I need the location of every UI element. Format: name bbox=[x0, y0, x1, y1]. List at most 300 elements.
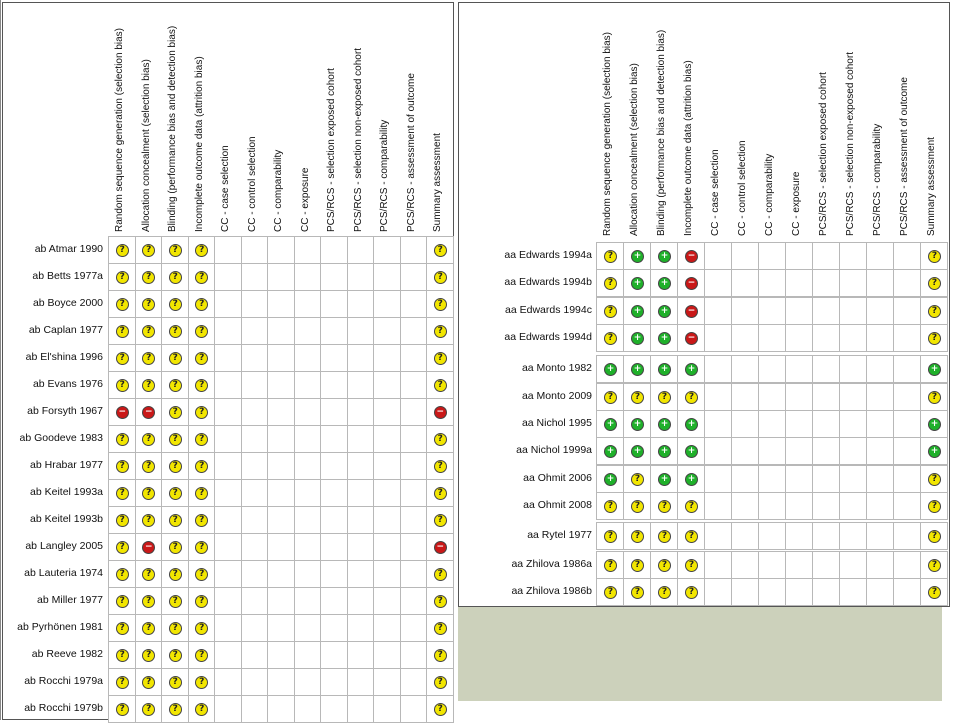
unclear-risk-icon: ? bbox=[434, 298, 447, 311]
table-cell bbox=[785, 578, 813, 606]
unclear-risk-icon: ? bbox=[434, 244, 447, 257]
study-label: aa Zhilova 1986b bbox=[511, 585, 592, 597]
column-header: PCS/RCS - selection exposed cohort bbox=[326, 68, 337, 232]
column-header: Blinding (performance bias and detection bias) bbox=[167, 25, 178, 232]
unclear-risk-icon: ? bbox=[116, 622, 129, 635]
table-cell bbox=[400, 479, 428, 507]
table-cell bbox=[294, 452, 322, 480]
study-label: ab Hrabar 1977 bbox=[30, 459, 103, 471]
unclear-risk-icon: ? bbox=[142, 514, 155, 527]
table-cell bbox=[294, 614, 322, 642]
unclear-risk-icon: ? bbox=[142, 487, 155, 500]
table-cell bbox=[373, 344, 401, 372]
table-cell bbox=[267, 506, 295, 534]
unclear-risk-icon: ? bbox=[169, 460, 182, 473]
low-risk-icon: + bbox=[631, 305, 644, 318]
unclear-risk-icon: ? bbox=[604, 277, 617, 290]
unclear-risk-icon: ? bbox=[195, 703, 208, 716]
table-cell bbox=[731, 551, 759, 579]
table-cell bbox=[893, 465, 921, 493]
high-risk-icon: − bbox=[685, 277, 698, 290]
table-cell bbox=[294, 371, 322, 399]
table-cell bbox=[758, 578, 786, 606]
table-cell bbox=[758, 269, 786, 297]
unclear-risk-icon: ? bbox=[142, 325, 155, 338]
study-label: aa Monto 2009 bbox=[521, 390, 592, 402]
unclear-risk-icon: ? bbox=[195, 379, 208, 392]
unclear-risk-icon: ? bbox=[116, 514, 129, 527]
unclear-risk-icon: ? bbox=[434, 271, 447, 284]
unclear-risk-icon: ? bbox=[116, 298, 129, 311]
unclear-risk-icon: ? bbox=[685, 500, 698, 513]
table-cell bbox=[320, 236, 348, 264]
study-label: ab Reeve 1982 bbox=[31, 648, 103, 660]
unclear-risk-icon: ? bbox=[116, 379, 129, 392]
table-cell bbox=[241, 560, 269, 588]
unclear-risk-icon: ? bbox=[434, 595, 447, 608]
unclear-risk-icon: ? bbox=[116, 703, 129, 716]
table-cell bbox=[320, 425, 348, 453]
table-cell bbox=[294, 398, 322, 426]
low-risk-icon: + bbox=[604, 363, 617, 376]
study-label: ab Atmar 1990 bbox=[34, 243, 103, 255]
table-cell bbox=[214, 452, 242, 480]
table-cell bbox=[704, 355, 732, 383]
unclear-risk-icon: ? bbox=[169, 379, 182, 392]
study-label: aa Ohmit 2006 bbox=[523, 472, 592, 484]
table-cell bbox=[758, 465, 786, 493]
table-cell bbox=[731, 522, 759, 550]
unclear-risk-icon: ? bbox=[604, 332, 617, 345]
low-risk-icon: + bbox=[604, 418, 617, 431]
table-cell bbox=[373, 263, 401, 291]
unclear-risk-icon: ? bbox=[631, 473, 644, 486]
table-cell bbox=[812, 522, 840, 550]
study-label: aa Edwards 1994a bbox=[504, 249, 592, 261]
table-cell bbox=[294, 695, 322, 723]
table-cell bbox=[400, 614, 428, 642]
table-cell bbox=[785, 551, 813, 579]
table-cell bbox=[373, 506, 401, 534]
table-cell bbox=[400, 560, 428, 588]
table-cell bbox=[400, 398, 428, 426]
table-cell bbox=[893, 269, 921, 297]
table-cell bbox=[785, 522, 813, 550]
unclear-risk-icon: ? bbox=[685, 530, 698, 543]
table-cell bbox=[320, 479, 348, 507]
unclear-risk-icon: ? bbox=[195, 433, 208, 446]
unclear-risk-icon: ? bbox=[195, 622, 208, 635]
table-cell bbox=[812, 297, 840, 325]
table-cell bbox=[241, 317, 269, 345]
unclear-risk-icon: ? bbox=[434, 433, 447, 446]
table-cell bbox=[400, 695, 428, 723]
unclear-risk-icon: ? bbox=[116, 271, 129, 284]
table-cell bbox=[320, 668, 348, 696]
table-cell bbox=[893, 297, 921, 325]
unclear-risk-icon: ? bbox=[142, 703, 155, 716]
low-risk-icon: + bbox=[658, 445, 671, 458]
table-cell bbox=[214, 290, 242, 318]
unclear-risk-icon: ? bbox=[142, 379, 155, 392]
table-cell bbox=[294, 317, 322, 345]
unclear-risk-icon: ? bbox=[142, 622, 155, 635]
table-cell bbox=[893, 242, 921, 270]
unclear-risk-icon: ? bbox=[604, 305, 617, 318]
table-cell bbox=[214, 371, 242, 399]
unclear-risk-icon: ? bbox=[142, 568, 155, 581]
table-cell bbox=[400, 371, 428, 399]
table-cell bbox=[893, 437, 921, 465]
table-cell bbox=[214, 479, 242, 507]
table-cell bbox=[704, 551, 732, 579]
table-cell bbox=[812, 492, 840, 520]
table-cell bbox=[294, 263, 322, 291]
unclear-risk-icon: ? bbox=[169, 325, 182, 338]
table-cell bbox=[731, 242, 759, 270]
unclear-risk-icon: ? bbox=[195, 244, 208, 257]
unclear-risk-icon: ? bbox=[169, 595, 182, 608]
study-label: aa Ohmit 2008 bbox=[523, 499, 592, 511]
table-cell bbox=[785, 269, 813, 297]
unclear-risk-icon: ? bbox=[434, 352, 447, 365]
unclear-risk-icon: ? bbox=[434, 379, 447, 392]
unclear-risk-icon: ? bbox=[116, 433, 129, 446]
table-cell bbox=[373, 614, 401, 642]
unclear-risk-icon: ? bbox=[195, 595, 208, 608]
table-cell bbox=[294, 344, 322, 372]
table-cell bbox=[267, 695, 295, 723]
unclear-risk-icon: ? bbox=[142, 298, 155, 311]
unclear-risk-icon: ? bbox=[195, 460, 208, 473]
table-cell bbox=[893, 383, 921, 411]
study-label: ab Lauteria 1974 bbox=[24, 567, 103, 579]
table-cell bbox=[785, 242, 813, 270]
study-label: aa Edwards 1994b bbox=[504, 276, 592, 288]
unclear-risk-icon: ? bbox=[142, 595, 155, 608]
unclear-risk-icon: ? bbox=[604, 586, 617, 599]
unclear-risk-icon: ? bbox=[434, 703, 447, 716]
column-header: PCS/RCS - selection exposed cohort bbox=[818, 72, 829, 236]
low-risk-icon: + bbox=[658, 473, 671, 486]
table-cell bbox=[241, 587, 269, 615]
unclear-risk-icon: ? bbox=[169, 568, 182, 581]
study-label: ab Boyce 2000 bbox=[32, 297, 103, 309]
study-label: ab Keitel 1993a bbox=[30, 486, 103, 498]
table-cell bbox=[373, 533, 401, 561]
table-cell bbox=[320, 317, 348, 345]
table-cell bbox=[839, 269, 867, 297]
risk-of-bias-table-left bbox=[0, 0, 456, 720]
study-label: aa Rytel 1977 bbox=[527, 529, 592, 541]
unclear-risk-icon: ? bbox=[631, 391, 644, 404]
table-cell bbox=[758, 492, 786, 520]
table-cell bbox=[214, 587, 242, 615]
unclear-risk-icon: ? bbox=[142, 433, 155, 446]
column-header: Summary assessment bbox=[432, 133, 443, 232]
table-cell bbox=[267, 263, 295, 291]
table-cell bbox=[731, 578, 759, 606]
unclear-risk-icon: ? bbox=[658, 391, 671, 404]
table-cell bbox=[704, 465, 732, 493]
unclear-risk-icon: ? bbox=[116, 649, 129, 662]
table-cell bbox=[758, 242, 786, 270]
table-cell bbox=[893, 410, 921, 438]
table-cell bbox=[320, 614, 348, 642]
table-cell bbox=[373, 398, 401, 426]
table-cell bbox=[294, 560, 322, 588]
unclear-risk-icon: ? bbox=[434, 568, 447, 581]
table-cell bbox=[347, 641, 375, 669]
table-cell bbox=[320, 290, 348, 318]
unclear-risk-icon: ? bbox=[195, 514, 208, 527]
unclear-risk-icon: ? bbox=[142, 676, 155, 689]
study-label: ab Evans 1976 bbox=[32, 378, 103, 390]
unclear-risk-icon: ? bbox=[928, 250, 941, 263]
table-cell bbox=[320, 344, 348, 372]
table-cell bbox=[839, 522, 867, 550]
low-risk-icon: + bbox=[631, 363, 644, 376]
column-header: PCS/RCS - assessment of outcome bbox=[899, 77, 910, 236]
table-cell bbox=[294, 479, 322, 507]
table-cell bbox=[267, 236, 295, 264]
table-cell bbox=[214, 668, 242, 696]
column-header: PCS/RCS - selection non-exposed cohort bbox=[352, 48, 364, 232]
column-header: CC - case selection bbox=[710, 149, 721, 236]
table-cell bbox=[241, 344, 269, 372]
table-cell bbox=[785, 437, 813, 465]
table-cell bbox=[294, 290, 322, 318]
table-cell bbox=[214, 236, 242, 264]
unclear-risk-icon: ? bbox=[631, 559, 644, 572]
low-risk-icon: + bbox=[658, 250, 671, 263]
unclear-risk-icon: ? bbox=[658, 530, 671, 543]
table-cell bbox=[785, 383, 813, 411]
table-cell bbox=[347, 344, 375, 372]
high-risk-icon: − bbox=[434, 541, 447, 554]
table-cell bbox=[214, 425, 242, 453]
unclear-risk-icon: ? bbox=[169, 298, 182, 311]
table-cell bbox=[812, 269, 840, 297]
table-cell bbox=[320, 371, 348, 399]
unclear-risk-icon: ? bbox=[116, 244, 129, 257]
unclear-risk-icon: ? bbox=[631, 586, 644, 599]
table-cell bbox=[893, 492, 921, 520]
table-cell bbox=[758, 437, 786, 465]
table-cell bbox=[347, 587, 375, 615]
table-cell bbox=[704, 242, 732, 270]
unclear-risk-icon: ? bbox=[116, 541, 129, 554]
column-header: Blinding (performance bias and detection bias) bbox=[656, 29, 667, 236]
unclear-risk-icon: ? bbox=[142, 352, 155, 365]
column-header: Incomplete outcome data (attrition bias) bbox=[193, 56, 205, 232]
table-cell bbox=[893, 551, 921, 579]
unclear-risk-icon: ? bbox=[169, 649, 182, 662]
table-cell bbox=[400, 290, 428, 318]
unclear-risk-icon: ? bbox=[928, 530, 941, 543]
column-header: CC - exposure bbox=[791, 171, 802, 236]
table-cell bbox=[731, 383, 759, 411]
unclear-risk-icon: ? bbox=[195, 676, 208, 689]
table-cell bbox=[704, 522, 732, 550]
low-risk-icon: + bbox=[685, 363, 698, 376]
unclear-risk-icon: ? bbox=[169, 541, 182, 554]
unclear-risk-icon: ? bbox=[434, 325, 447, 338]
table-cell bbox=[866, 410, 894, 438]
unclear-risk-icon: ? bbox=[604, 500, 617, 513]
table-cell bbox=[347, 317, 375, 345]
table-cell bbox=[400, 236, 428, 264]
table-cell bbox=[373, 695, 401, 723]
unclear-risk-icon: ? bbox=[116, 595, 129, 608]
high-risk-icon: − bbox=[685, 250, 698, 263]
table-cell bbox=[347, 425, 375, 453]
table-cell bbox=[758, 355, 786, 383]
low-risk-icon: + bbox=[658, 363, 671, 376]
table-cell bbox=[214, 263, 242, 291]
study-label: aa Zhilova 1986a bbox=[511, 558, 592, 570]
unclear-risk-icon: ? bbox=[169, 271, 182, 284]
table-cell bbox=[373, 479, 401, 507]
unclear-risk-icon: ? bbox=[169, 244, 182, 257]
unclear-risk-icon: ? bbox=[434, 649, 447, 662]
table-cell bbox=[294, 587, 322, 615]
study-label: aa Monto 1982 bbox=[521, 362, 592, 374]
table-cell bbox=[704, 437, 732, 465]
table-cell bbox=[320, 506, 348, 534]
table-cell bbox=[893, 355, 921, 383]
unclear-risk-icon: ? bbox=[928, 473, 941, 486]
study-label: ab El'shina 1996 bbox=[25, 351, 103, 363]
table-cell bbox=[214, 641, 242, 669]
low-risk-icon: + bbox=[631, 277, 644, 290]
table-cell bbox=[731, 465, 759, 493]
unclear-risk-icon: ? bbox=[434, 460, 447, 473]
study-label: ab Rocchi 1979b bbox=[24, 702, 103, 714]
unclear-risk-icon: ? bbox=[116, 325, 129, 338]
table-cell bbox=[731, 269, 759, 297]
table-cell bbox=[812, 383, 840, 411]
table-cell bbox=[320, 263, 348, 291]
table-cell bbox=[241, 641, 269, 669]
unclear-risk-icon: ? bbox=[604, 250, 617, 263]
high-risk-icon: − bbox=[142, 406, 155, 419]
table-cell bbox=[839, 551, 867, 579]
table-cell bbox=[347, 263, 375, 291]
unclear-risk-icon: ? bbox=[116, 568, 129, 581]
table-cell bbox=[347, 560, 375, 588]
table-cell bbox=[347, 695, 375, 723]
column-header: Incomplete outcome data (attrition bias) bbox=[683, 60, 694, 236]
table-cell bbox=[839, 297, 867, 325]
low-risk-icon: + bbox=[928, 363, 941, 376]
table-cell bbox=[893, 522, 921, 550]
table-cell bbox=[267, 317, 295, 345]
study-label: ab Caplan 1977 bbox=[28, 324, 103, 336]
table-cell bbox=[400, 317, 428, 345]
table-cell bbox=[893, 578, 921, 606]
table-cell bbox=[704, 324, 732, 352]
column-header: CC - exposure bbox=[299, 167, 311, 232]
study-label: ab Miller 1977 bbox=[37, 594, 103, 606]
table-cell bbox=[400, 263, 428, 291]
unclear-risk-icon: ? bbox=[604, 391, 617, 404]
unclear-risk-icon: ? bbox=[685, 586, 698, 599]
low-risk-icon: + bbox=[685, 473, 698, 486]
table-cell bbox=[812, 437, 840, 465]
study-label: aa Edwards 1994c bbox=[505, 304, 592, 316]
table-cell bbox=[214, 506, 242, 534]
unclear-risk-icon: ? bbox=[434, 622, 447, 635]
low-risk-icon: + bbox=[631, 418, 644, 431]
unclear-risk-icon: ? bbox=[195, 406, 208, 419]
table-cell bbox=[839, 465, 867, 493]
low-risk-icon: + bbox=[928, 445, 941, 458]
table-cell bbox=[347, 479, 375, 507]
table-cell bbox=[812, 355, 840, 383]
unclear-risk-icon: ? bbox=[195, 352, 208, 365]
table-cell bbox=[373, 371, 401, 399]
table-cell bbox=[267, 452, 295, 480]
table-cell bbox=[758, 551, 786, 579]
table-cell bbox=[785, 465, 813, 493]
unclear-risk-icon: ? bbox=[195, 568, 208, 581]
table-cell bbox=[214, 560, 242, 588]
unclear-risk-icon: ? bbox=[928, 586, 941, 599]
table-cell bbox=[373, 290, 401, 318]
table-cell bbox=[704, 297, 732, 325]
table-cell bbox=[241, 290, 269, 318]
table-cell bbox=[866, 492, 894, 520]
table-cell bbox=[214, 344, 242, 372]
unclear-risk-icon: ? bbox=[169, 406, 182, 419]
table-cell bbox=[400, 425, 428, 453]
column-header: PCS/RCS - assessment of outcome bbox=[405, 73, 417, 232]
table-cell bbox=[241, 506, 269, 534]
table-cell bbox=[214, 398, 242, 426]
unclear-risk-icon: ? bbox=[928, 305, 941, 318]
table-cell bbox=[347, 533, 375, 561]
unclear-risk-icon: ? bbox=[658, 500, 671, 513]
filler-panel bbox=[458, 607, 942, 701]
unclear-risk-icon: ? bbox=[434, 487, 447, 500]
table-cell bbox=[731, 437, 759, 465]
table-cell bbox=[267, 668, 295, 696]
table-cell bbox=[758, 410, 786, 438]
table-cell bbox=[267, 425, 295, 453]
table-cell bbox=[214, 317, 242, 345]
column-header: Allocation concealment (selection bias) bbox=[140, 59, 152, 232]
column-header: Allocation concealment (selection bias) bbox=[629, 63, 640, 236]
table-cell bbox=[400, 641, 428, 669]
table-cell bbox=[373, 236, 401, 264]
table-cell bbox=[294, 668, 322, 696]
high-risk-icon: − bbox=[434, 406, 447, 419]
table-cell bbox=[320, 560, 348, 588]
unclear-risk-icon: ? bbox=[142, 244, 155, 257]
unclear-risk-icon: ? bbox=[195, 649, 208, 662]
unclear-risk-icon: ? bbox=[195, 271, 208, 284]
unclear-risk-icon: ? bbox=[631, 530, 644, 543]
table-cell bbox=[400, 344, 428, 372]
table-cell bbox=[866, 522, 894, 550]
table-cell bbox=[839, 492, 867, 520]
unclear-risk-icon: ? bbox=[604, 530, 617, 543]
unclear-risk-icon: ? bbox=[169, 352, 182, 365]
low-risk-icon: + bbox=[631, 332, 644, 345]
table-cell bbox=[214, 695, 242, 723]
unclear-risk-icon: ? bbox=[169, 433, 182, 446]
